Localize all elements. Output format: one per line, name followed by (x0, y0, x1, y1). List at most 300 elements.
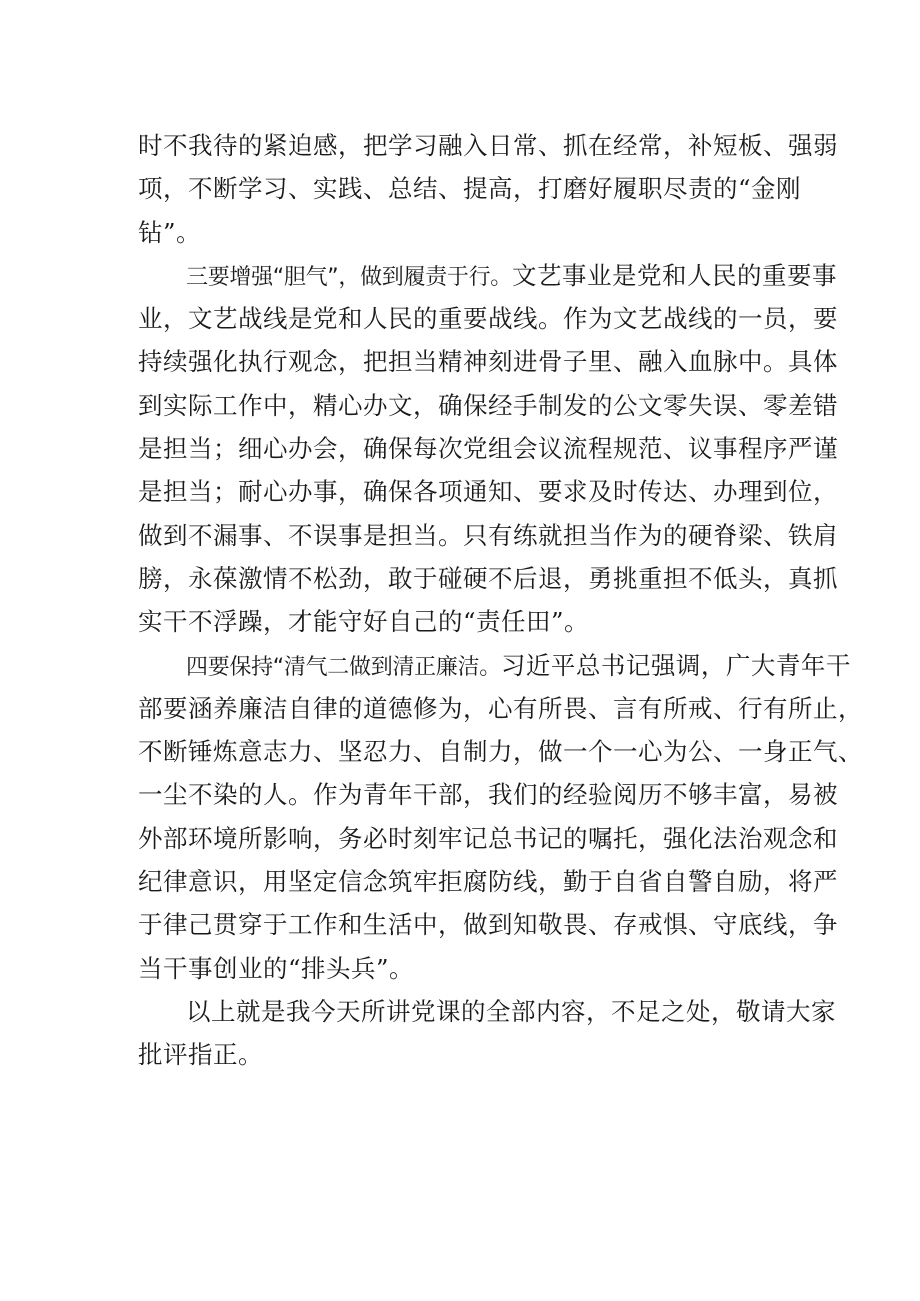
text-char: 防 (488, 867, 513, 897)
text-char: 确 (363, 477, 388, 507)
text-char: 当 (413, 520, 438, 550)
text-char: 一 (738, 304, 763, 334)
text-char: 是 (138, 477, 163, 507)
text-char: ， (838, 693, 863, 723)
text-char: 信 (338, 867, 363, 897)
text-char: 心 (488, 693, 513, 723)
text-char: 、 (438, 174, 463, 204)
text-char: 补 (688, 131, 713, 160)
text-char: 谨 (813, 434, 838, 464)
text-char: 就 (538, 520, 563, 550)
text-char: 把 (363, 131, 388, 160)
text-char: 我 (488, 780, 513, 810)
text-char: 到 (488, 910, 513, 940)
text-char: 为 (663, 737, 688, 767)
text-char: 作 (313, 780, 338, 810)
text-char: 序 (763, 434, 788, 464)
text-char: 不 (288, 563, 313, 593)
text-char: 及 (588, 477, 613, 507)
text-char: 松 (313, 563, 338, 593)
text-char: 被 (813, 780, 838, 810)
text-line: 当干事创业的“排头兵”。 (138, 953, 415, 983)
text-char: 的 (413, 304, 438, 334)
text-char: 念 (788, 823, 813, 853)
text-char: 定 (313, 867, 338, 897)
text-char: 我 (188, 131, 213, 160)
text-char: 的 (713, 304, 738, 334)
text-char: 线 (513, 304, 538, 334)
text-char: 不 (188, 174, 213, 204)
text-char: 坚 (288, 867, 313, 897)
text-char: 腐 (463, 867, 488, 897)
text-char: 坚 (338, 737, 363, 767)
text-char: 年 (388, 780, 413, 810)
text-char: 牢 (438, 823, 463, 853)
text-char: 具 (788, 347, 813, 377)
text-char: 所 (663, 693, 688, 723)
text-char: 为 (638, 520, 663, 550)
text-char: 线 (263, 304, 288, 334)
text-char: 强 (663, 823, 688, 853)
text-char: 所 (788, 693, 813, 723)
text-char: 公 (688, 737, 713, 767)
text-char: 。 (538, 304, 563, 334)
text-char: 境 (213, 823, 238, 853)
text-char: 金 (751, 174, 777, 204)
text-char: 永 (188, 563, 213, 593)
text-char: 办 (713, 477, 738, 507)
text-char: 通 (463, 477, 488, 507)
text-char: 一 (613, 737, 638, 767)
text-char: 书 (513, 823, 538, 853)
text-char: 流 (563, 434, 588, 464)
text-char: 识 (213, 867, 238, 897)
text-char: 严 (813, 867, 838, 897)
text-char: 办 (288, 477, 313, 507)
text-char: ， (288, 390, 313, 420)
text-char: 法 (713, 823, 738, 853)
text-char: 、 (363, 174, 388, 204)
text-char: 观 (763, 823, 788, 853)
text-char: 为 (438, 693, 463, 723)
text-char: 一 (138, 780, 163, 810)
text-char: 重 (438, 304, 463, 334)
text-char: 于 (413, 563, 438, 593)
text-char: 、 (413, 737, 438, 767)
text-char: 己 (188, 910, 213, 940)
text-char: 警 (688, 867, 713, 897)
text-char: 硬 (688, 520, 713, 550)
text-char: 不 (188, 780, 213, 810)
text-char: 作 (563, 304, 588, 334)
text-char: 议 (538, 434, 563, 464)
text-char: 道 (363, 693, 388, 723)
text-char: 员 (763, 304, 788, 334)
text-char: 、 (538, 131, 563, 160)
text-char: 劲 (338, 563, 363, 593)
text-char: 重 (638, 563, 663, 593)
text-char: 廉 (238, 693, 263, 723)
text-char: 断 (163, 737, 188, 767)
text-char: 实 (163, 390, 188, 420)
text-line (138, 773, 838, 816)
text-char: 纪 (138, 867, 163, 897)
text-char: 事 (713, 434, 738, 464)
text-char: 们 (513, 780, 538, 810)
text-char: 程 (738, 434, 763, 464)
text-char: 各 (413, 477, 438, 507)
text-char: 和 (338, 910, 363, 940)
text-line: 以上就是我今天所讲党课的全部内容，不足之处，敬请大家 (186, 996, 836, 1026)
text-char: 短 (713, 131, 738, 160)
text-char: 的 (663, 520, 688, 550)
text-char: 当 (188, 477, 213, 507)
text-char: ， (513, 737, 538, 767)
text-char: 刻 (488, 347, 513, 377)
text-char: 程 (588, 434, 613, 464)
text-char: 作 (238, 390, 263, 420)
text-char: 托 (613, 823, 638, 853)
text-char: 真 (788, 563, 813, 593)
text-char: 战 (663, 304, 688, 334)
text-char: ， (763, 867, 788, 897)
text-char: 强 (788, 131, 813, 160)
text-char: 保 (463, 390, 488, 420)
text-line (138, 167, 802, 210)
text-char: 艺 (213, 304, 238, 334)
text-char: 力 (488, 737, 513, 767)
text-line: 实干不浮躁，才能守好自己的“责任田”。 (138, 607, 590, 637)
text-line (138, 730, 863, 773)
text-line (138, 557, 838, 600)
text-char: 响 (288, 823, 313, 853)
text-char: 不 (663, 780, 688, 810)
text-char: 不 (488, 563, 513, 593)
text-char: 止 (813, 693, 838, 723)
text-char: 精 (313, 390, 338, 420)
text-char: 紧 (263, 131, 288, 160)
text-char: 戒 (638, 910, 663, 940)
text-char: 总 (488, 823, 513, 853)
text-char: 身 (763, 737, 788, 767)
text-char: 严 (788, 434, 813, 464)
text-char: 子 (563, 347, 588, 377)
text-char: 提 (463, 174, 488, 204)
paragraph-3 (138, 644, 863, 990)
text-char: 理 (738, 477, 763, 507)
text-char: 不 (188, 520, 213, 550)
text-line (138, 124, 838, 167)
text-char: 、 (838, 737, 863, 767)
text-char: 挑 (613, 563, 638, 593)
text-char: 不 (138, 737, 163, 767)
text-char: 做 (538, 737, 563, 767)
text-char: 是 (363, 520, 388, 550)
text-char: 到 (138, 390, 163, 420)
section-heading: 三要增强“胆气”，做到履责于行。 (186, 264, 512, 290)
text-char: 、 (588, 910, 613, 940)
text-char: 不 (688, 563, 713, 593)
text-char: 知 (488, 477, 513, 507)
text-char: 、 (713, 693, 738, 723)
text-char: 存 (613, 910, 638, 940)
text-char: 事 (238, 520, 263, 550)
text-char: 敢 (388, 563, 413, 593)
text-line (138, 254, 837, 297)
text-char: 环 (188, 823, 213, 853)
text-char: ， (338, 131, 363, 160)
text-char: 正 (788, 737, 813, 767)
text-char: 畏 (563, 693, 588, 723)
text-char: ， (413, 390, 438, 420)
text-char: 畏 (563, 910, 588, 940)
text-char: 筑 (388, 867, 413, 897)
text-char: 治 (738, 823, 763, 853)
text-char: 意 (188, 867, 213, 897)
text-char: 结 (413, 174, 438, 204)
text-char: 战 (238, 304, 263, 334)
text-line (138, 514, 838, 557)
text-char: 抓 (813, 563, 838, 593)
text-char: 习 (413, 131, 438, 160)
text-char: 的 (563, 823, 588, 853)
text-char: 观 (288, 347, 313, 377)
text-char: 的 (238, 131, 263, 160)
text-char: ， (238, 867, 263, 897)
text-char: 所 (238, 823, 263, 853)
text-char: 制 (538, 390, 563, 420)
text-char: ， (338, 347, 363, 377)
text-char: 当 (588, 520, 613, 550)
text-char: 位 (788, 477, 813, 507)
text-char: 做 (138, 520, 163, 550)
text-char: 议 (688, 434, 713, 464)
text-char: 业 (138, 304, 163, 334)
text-char: 心 (263, 434, 288, 464)
text-char: 戒 (688, 693, 713, 723)
text-char: 待 (213, 131, 238, 160)
text-char: ， (638, 823, 663, 853)
text-char: 有 (513, 693, 538, 723)
text-char: 耐 (238, 477, 263, 507)
text-char: ， (163, 563, 188, 593)
text-char: 影 (263, 823, 288, 853)
text-char: 当 (413, 347, 438, 377)
text-char: ， (438, 910, 463, 940)
text-char: 到 (763, 477, 788, 507)
text-char: 文 (388, 390, 413, 420)
text-char: 心 (338, 390, 363, 420)
text-char: 励 (738, 867, 763, 897)
text-char: 时 (388, 823, 413, 853)
text-char: 抓 (563, 131, 588, 160)
text-char: 青 (363, 780, 388, 810)
text-char: 日 (488, 131, 513, 160)
text-char: 线 (763, 910, 788, 940)
text-char: 手 (513, 390, 538, 420)
text-char: 有 (763, 693, 788, 723)
text-char: 。 (288, 780, 313, 810)
text-char: 断 (213, 174, 238, 204)
text-char: 自 (438, 737, 463, 767)
text-char: 血 (688, 347, 713, 377)
text-char: 为 (338, 780, 363, 810)
text-char: 作 (313, 910, 338, 940)
text-char: 感 (313, 131, 338, 160)
text-char: 拒 (438, 867, 463, 897)
text-char: 外 (138, 823, 163, 853)
text-char: 自 (713, 867, 738, 897)
text-char: 制 (463, 737, 488, 767)
text-char: 续 (163, 347, 188, 377)
text-char: 的 (588, 390, 613, 420)
text-char: 的 (338, 693, 363, 723)
text-char: 学 (238, 174, 263, 204)
text-char: 常 (638, 131, 663, 160)
text-char: 艺 (638, 304, 663, 334)
text-line: 钻”。 (138, 217, 202, 247)
text-char: 养 (213, 693, 238, 723)
text-char: 求 (563, 477, 588, 507)
text-char: ， (163, 174, 188, 204)
text-char: 习 (263, 174, 288, 204)
text-char: ； (213, 434, 238, 464)
text-char: 范 (638, 434, 663, 464)
text-char: 保 (388, 477, 413, 507)
text-char: 民 (388, 304, 413, 334)
text-char: 到 (163, 520, 188, 550)
text-char: 、 (663, 434, 688, 464)
text-char: 修 (413, 693, 438, 723)
paragraph-4 (138, 990, 836, 1077)
text-char: 不 (163, 131, 188, 160)
text-char: 党 (463, 434, 488, 464)
text-char: 要 (538, 477, 563, 507)
text-char: 富 (738, 780, 763, 810)
text-char: 争 (813, 910, 838, 940)
text-char: 够 (688, 780, 713, 810)
text-char: 部 (438, 780, 463, 810)
text-char: 精 (438, 347, 463, 377)
text-span: 习近平总书记强调，广大青年干 (500, 650, 851, 680)
text-char: ， (463, 780, 488, 810)
text-char: 退 (538, 563, 563, 593)
text-char: 念 (313, 347, 338, 377)
text-char: 易 (788, 780, 813, 810)
text-char: 意 (238, 737, 263, 767)
text-char: ， (538, 867, 563, 897)
text-char: 文 (613, 304, 638, 334)
text-char: ， (788, 910, 813, 940)
text-char: 经 (563, 780, 588, 810)
text-char: 、 (688, 910, 713, 940)
text-char: 工 (213, 390, 238, 420)
text-char: 融 (638, 347, 663, 377)
text-char: 惧 (663, 910, 688, 940)
text-char: 、 (713, 737, 738, 767)
text-line (138, 903, 838, 946)
text-char: 膀 (138, 563, 163, 593)
text-char: 时 (138, 131, 163, 160)
text-char: 在 (588, 131, 613, 160)
text-char: 穿 (238, 910, 263, 940)
text-char: 脉 (713, 347, 738, 377)
text-line (138, 427, 838, 470)
text-char: 担 (163, 477, 188, 507)
text-char: 担 (563, 520, 588, 550)
text-char: 会 (513, 434, 538, 464)
text-char: 、 (263, 520, 288, 550)
text-char: 情 (263, 563, 288, 593)
text-char: 把 (363, 347, 388, 377)
text-char: 必 (363, 823, 388, 853)
text-char: 行 (738, 693, 763, 723)
text-char: 后 (513, 563, 538, 593)
text-char: 时 (613, 477, 638, 507)
text-char: 打 (538, 174, 563, 204)
text-char: 、 (313, 737, 338, 767)
text-char: 规 (613, 434, 638, 464)
text-char: 自 (613, 867, 638, 897)
text-char: ， (813, 477, 838, 507)
text-char: 涵 (188, 693, 213, 723)
text-char: 责 (688, 174, 713, 204)
text-char: 弱 (813, 131, 838, 160)
text-char: 高 (488, 174, 513, 204)
text-char: 、 (738, 390, 763, 420)
text-char: 次 (438, 434, 463, 464)
text-char: 嘱 (588, 823, 613, 853)
text-char: 葆 (213, 563, 238, 593)
text-char: 职 (638, 174, 663, 204)
text-char: 文 (638, 390, 663, 420)
text-char: 的 (713, 174, 738, 204)
text-char: 学 (388, 131, 413, 160)
text-char: 进 (513, 347, 538, 377)
text-char: 气 (813, 737, 838, 767)
text-char: 肩 (813, 520, 838, 550)
text-char: 执 (238, 347, 263, 377)
text-char: 零 (663, 390, 688, 420)
text-char: 组 (488, 434, 513, 464)
text-char: 总 (388, 174, 413, 204)
text-char: 确 (438, 390, 463, 420)
text-char: 战 (488, 304, 513, 334)
text-char: 忍 (363, 737, 388, 767)
text-char: 心 (638, 737, 663, 767)
section-heading: 四要保持“清气二做到清正廉洁。 (186, 654, 501, 680)
text-char: ， (563, 563, 588, 593)
text-char: 误 (313, 520, 338, 550)
text-char: 、 (613, 347, 638, 377)
text-char: 要 (813, 304, 838, 334)
text-char: 实 (313, 174, 338, 204)
text-char: 会 (313, 434, 338, 464)
text-char: 硬 (463, 563, 488, 593)
text-char: 常 (513, 131, 538, 160)
text-char: ， (313, 823, 338, 853)
text-line (138, 817, 838, 860)
text-char: 持 (138, 347, 163, 377)
text-char: 担 (388, 520, 413, 550)
text-char: 活 (388, 910, 413, 940)
text-char: 勤 (563, 867, 588, 897)
text-char: 人 (263, 780, 288, 810)
text-char: 好 (588, 174, 613, 204)
text-char: 有 (638, 693, 663, 723)
text-char: 事 (313, 477, 338, 507)
text-char: 力 (388, 737, 413, 767)
